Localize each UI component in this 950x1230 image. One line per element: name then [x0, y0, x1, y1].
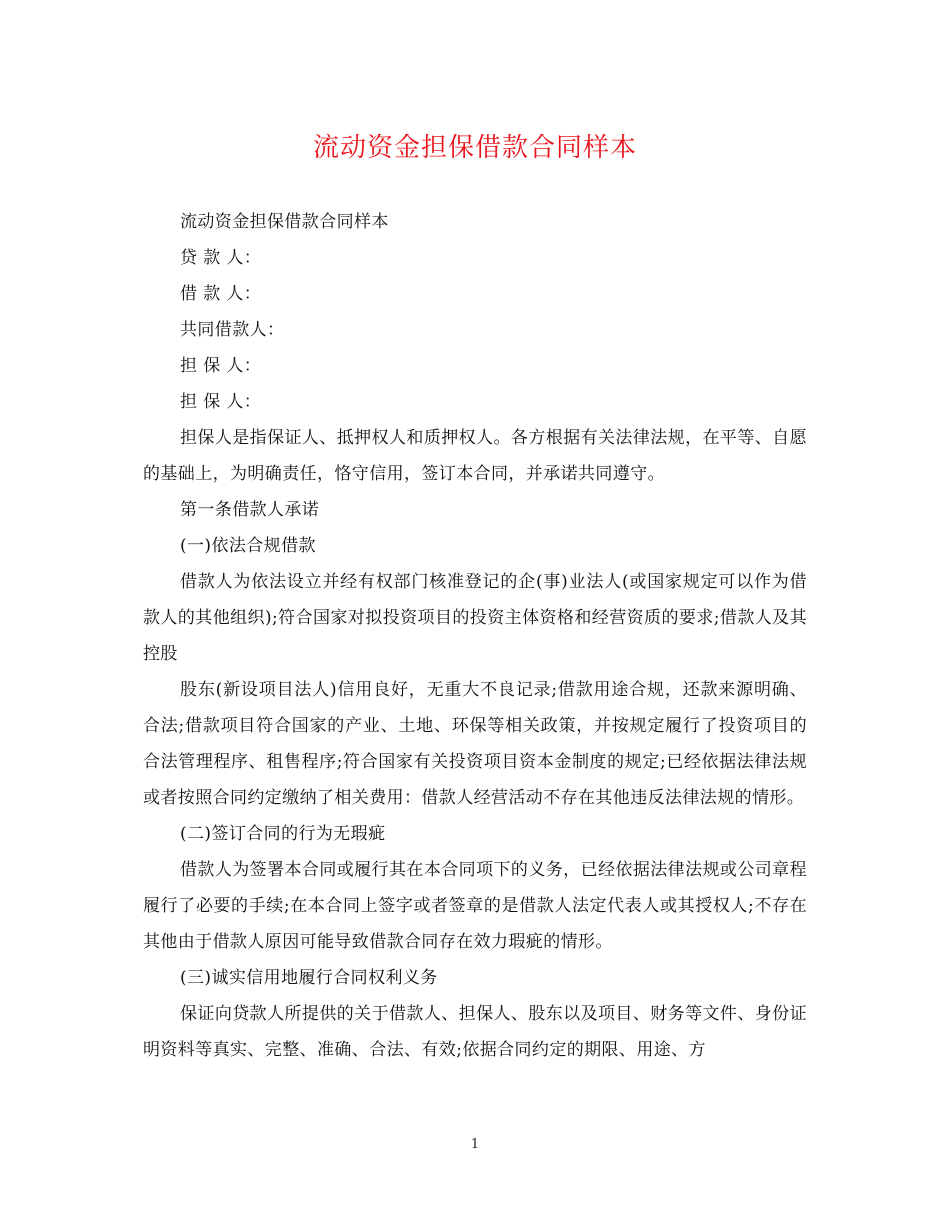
paragraph-section-1-heading: (一)依法合规借款 — [180, 536, 316, 556]
paragraph-lender: 贷 款 人： — [180, 248, 262, 268]
paragraph-section-1-body-b: 股东(新设项目法人)信用良好，无重大不良记录;借款用途合规，还款来源明确、合法;借款项目符合国家的产业、土地、环保等相关政策，并按规定履行了投资项目的合法管理程序、租售程序;符合国家有关投资项目资本金制度的规定;已经依据法律法规或者按照合同约定缴纳了相关费用：借款人经营活动不存在其他违反法律法规的情形。 — [143, 680, 807, 808]
paragraph-guarantor-2: 担 保 人： — [180, 392, 262, 412]
paragraph-heading-repeat: 流动资金担保借款合同样本 — [180, 212, 389, 232]
document-title: 流动资金担保借款合同样本 — [312, 133, 637, 163]
paragraph-borrower: 借 款 人： — [180, 284, 262, 304]
paragraph-section-3-body: 保证向贷款人所提供的关于借款人、担保人、股东以及项目、财务等文件、身份证明资料等真实、完整、准确、合法、有效;依据合同约定的期限、用途、方 — [143, 1004, 807, 1060]
document-body — [143, 204, 807, 1068]
paragraph-preamble: 担保人是指保证人、抵押权人和质押权人。各方根据有关法律法规，在平等、自愿的基础上，为明确责任，恪守信用，签订本合同，并承诺共同遵守。 — [143, 428, 807, 484]
paragraph-guarantor-1: 担 保 人： — [180, 356, 262, 376]
paragraph-section-3-heading: (三)诚实信用地履行合同权利义务 — [180, 968, 438, 988]
paragraph-co-borrower: 共同借款人： — [180, 320, 285, 340]
paragraph-section-2-heading: (二)签订合同的行为无瑕疵 — [180, 824, 386, 844]
paragraph-section-2-body: 借款人为签署本合同或履行其在本合同项下的义务，已经依据法律法规或公司章程履行了必要的手续;在本合同上签字或者签章的是借款人法定代表人或其授权人;不存在其他由于借款人原因可能导致借款合同存在效力瑕疵的情形。 — [143, 860, 807, 952]
paragraph-article-1-heading: 第一条借款人承诺 — [180, 500, 320, 520]
paragraph-section-1-body-a: 借款人为依法设立并经有权部门核准登记的企(事)业法人(或国家规定可以作为借款人的其他组织);符合国家对拟投资项目的投资主体资格和经营资质的要求;借款人及其控股 — [143, 572, 807, 664]
page-number: 1 — [470, 1137, 480, 1152]
